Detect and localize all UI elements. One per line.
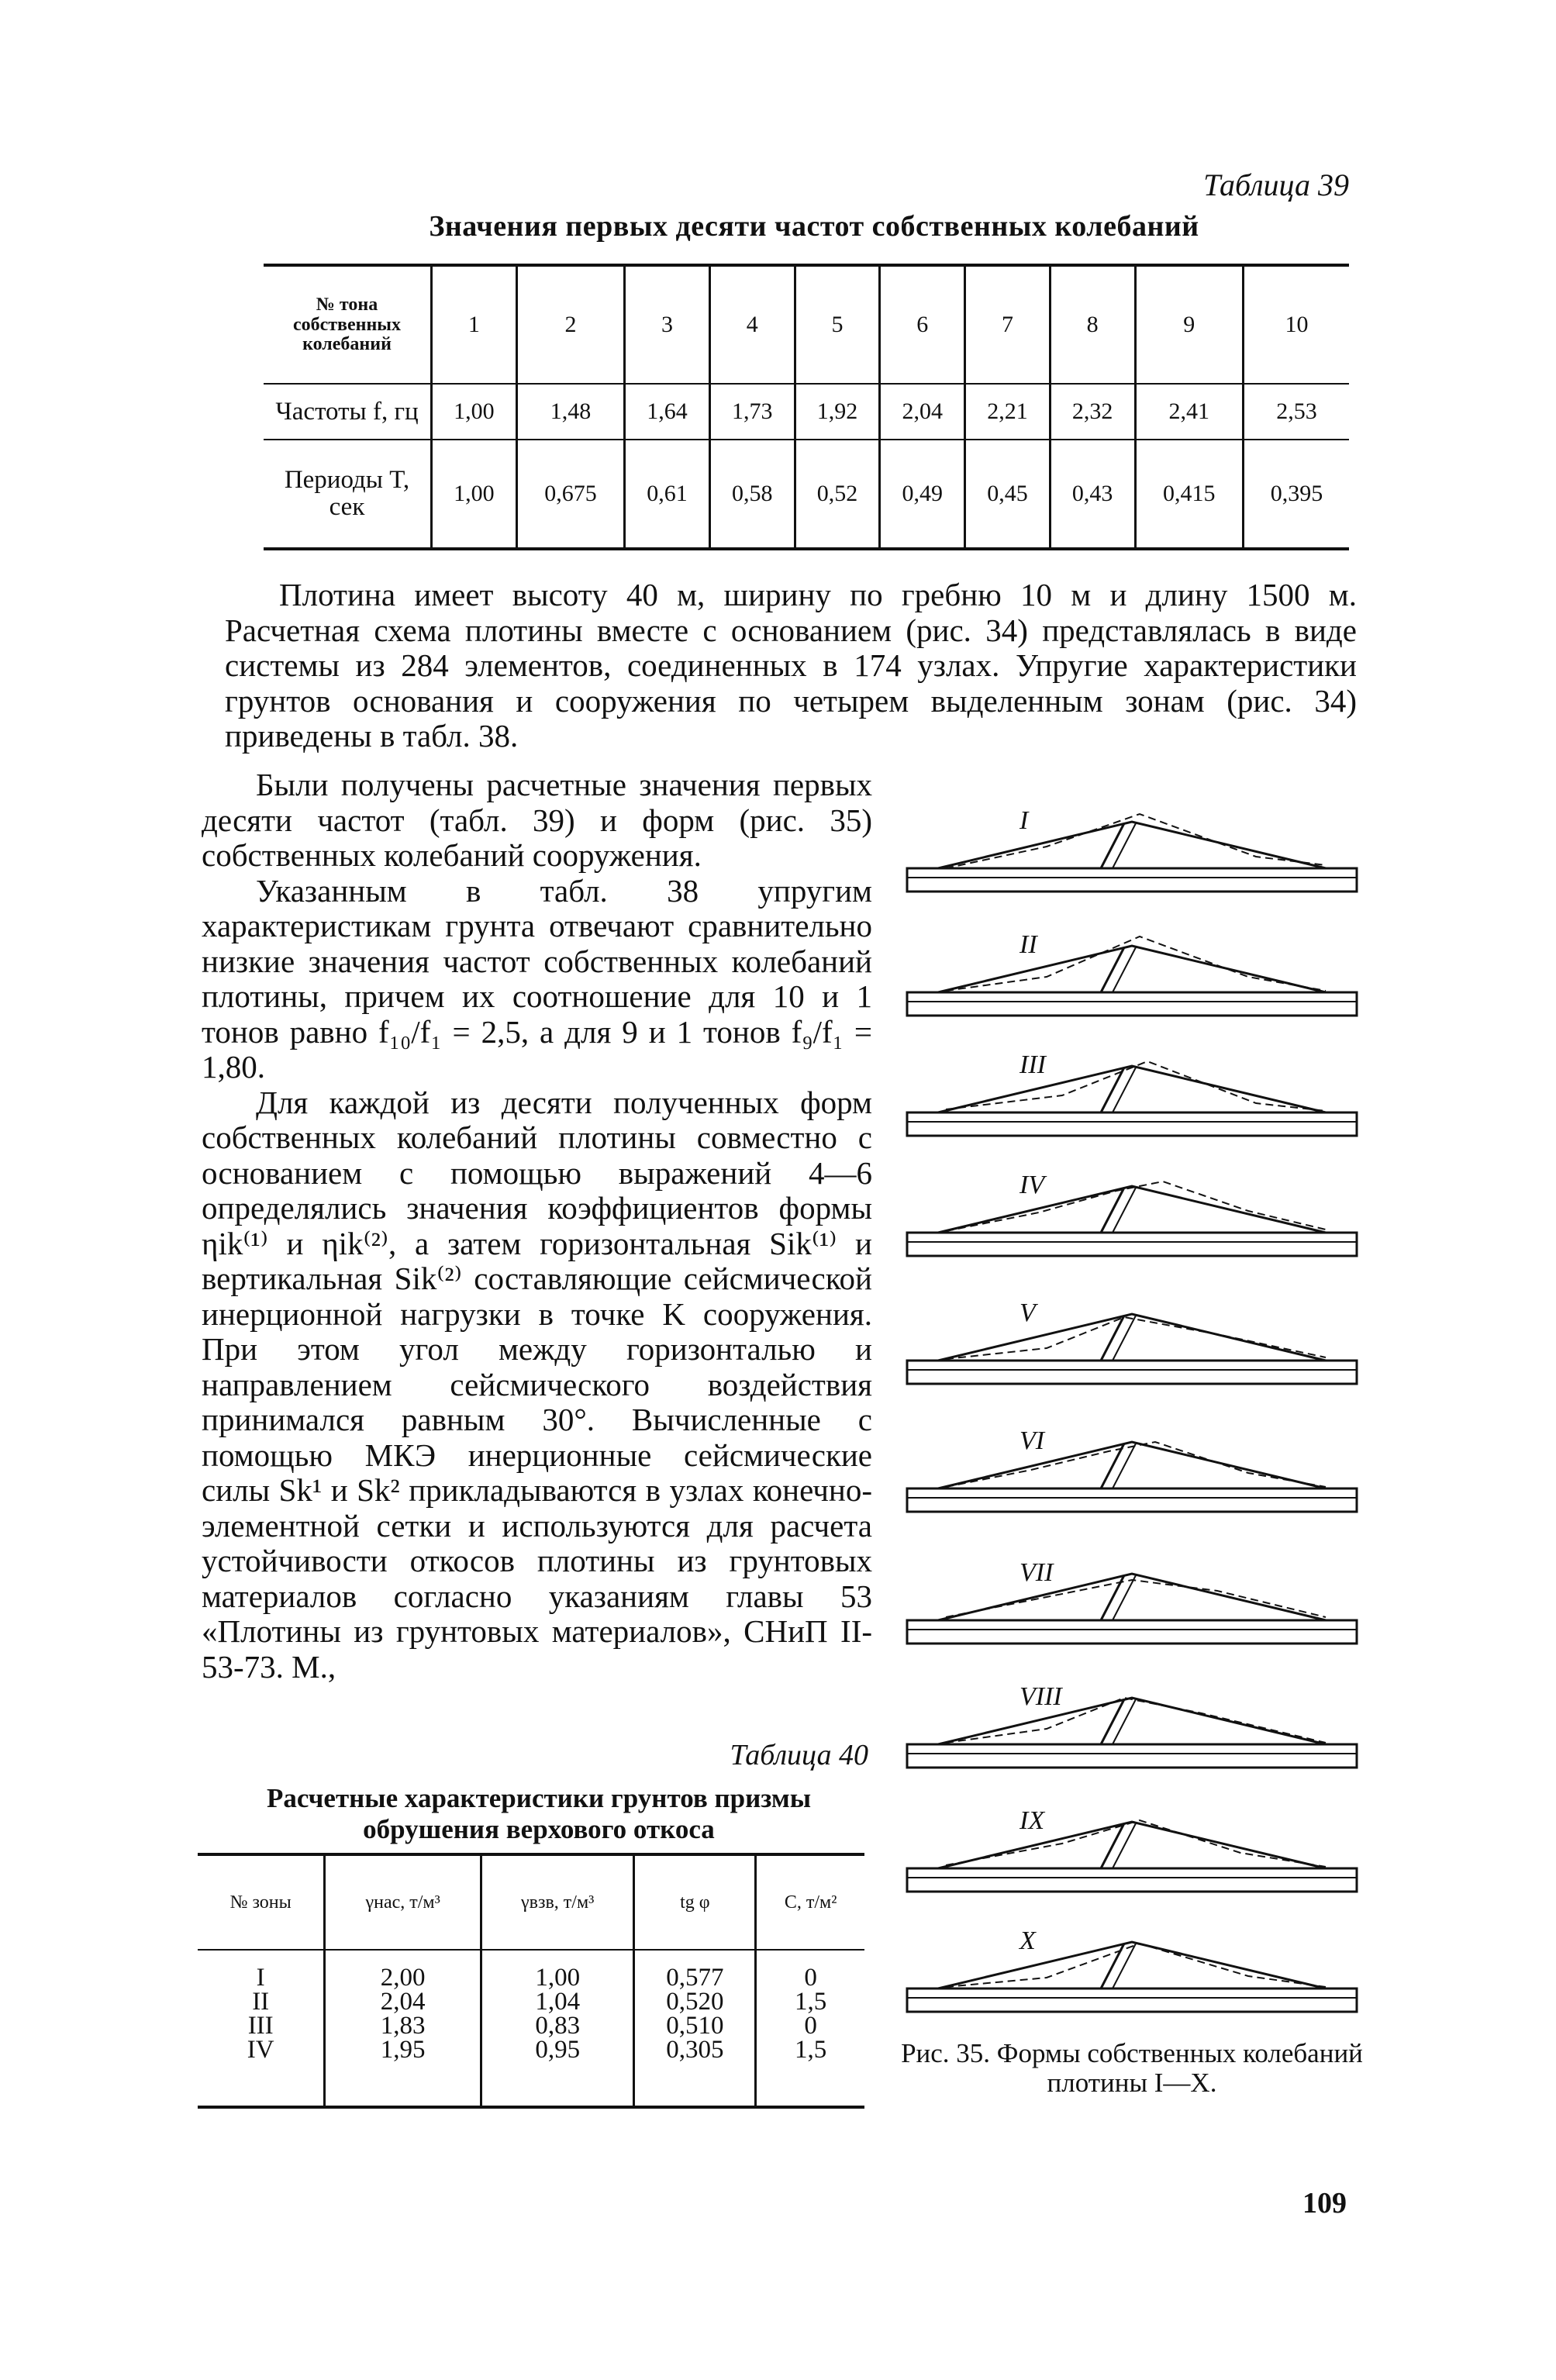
paragraph: Указанным в табл. 38 упругим характеристикам грунта отвечают сравнительно низкие значения частот собственных колебаний плотины, причем их соотношение для 10 и 1 тонов равно f₁₀/f₁ = 2,5, а для 9 и 1 тонов f₉/f₁ = 1,80.	[202, 872, 872, 1085]
figure-35-mode-shapes	[892, 791, 1372, 2101]
mode-label: II	[1020, 930, 1037, 959]
frequency-value: 1,00	[432, 384, 517, 440]
gamma-sat-column	[325, 1950, 481, 2107]
frequency-value: 2,04	[880, 384, 965, 440]
table-cell: 0,83	[535, 2012, 581, 2040]
mode-label: IV	[1020, 1171, 1045, 1199]
period-value: 1,00	[432, 440, 517, 549]
column-header: γнас, т/м³	[325, 1854, 481, 1950]
period-value: 0,58	[709, 440, 795, 549]
period-value: 0,61	[625, 440, 710, 549]
frequency-value: 1,73	[709, 384, 795, 440]
table-cell: 0,305	[666, 2036, 724, 2064]
period-value: 0,43	[1050, 440, 1135, 549]
mode-label: VIII	[1020, 1682, 1062, 1711]
frequency-value: 2,21	[965, 384, 1051, 440]
table-40-caption: Расчетные характеристики грунтов призмы обрушения верхового откоса	[266, 1783, 812, 1844]
column-header: № зоны	[198, 1854, 325, 1950]
frequency-value: 2,32	[1050, 384, 1135, 440]
table-39-caption: Значения первых десяти частот собственных колебаний	[429, 210, 1199, 243]
tone-number: 10	[1243, 265, 1349, 384]
table-cell: 0	[804, 2012, 817, 2040]
table-39-header-label: № тона собственных колебаний	[264, 265, 432, 384]
frequency-value: 1,48	[516, 384, 624, 440]
period-row-label: Периоды T, сек	[284, 466, 410, 521]
table-cell: II	[252, 1988, 270, 2016]
mode-shape-drawings	[892, 791, 1372, 2031]
frequency-value: 1,92	[795, 384, 880, 440]
tone-number: 3	[625, 265, 710, 384]
table-cell: 1,04	[535, 1988, 581, 2016]
paragraph: Плотина имеет высоту 40 м, ширину по гребню 10 м и длину 1500 м. Расчетная схема плотины вместе с основанием (рис. 34) представлялась в виде системы из 284 элементов, соединенных в 174 узлах. Упругие характеристики грунтов основания и сооружения по четырем выделенным зонам (рис. 34) приведены в табл. 38.	[225, 577, 1357, 754]
figure-35-caption: Рис. 35. Формы собственных колебаний плотины I—X.	[901, 2038, 1363, 2098]
tone-number: 5	[795, 265, 880, 384]
page-number: 109	[1302, 2187, 1347, 2220]
period-value: 0,49	[880, 440, 965, 549]
column-header: C, т/м²	[756, 1854, 864, 1950]
table-40	[198, 1853, 864, 2109]
table-cell: 2,04	[380, 1988, 426, 2016]
period-value: 0,675	[516, 440, 624, 549]
tone-number: 7	[965, 265, 1051, 384]
period-value: 0,52	[795, 440, 880, 549]
tone-number: 9	[1135, 265, 1243, 384]
zone-column	[198, 1950, 325, 2107]
tan-phi-column	[634, 1950, 756, 2107]
table-cell: 1,83	[380, 2012, 426, 2040]
tone-number: 6	[880, 265, 965, 384]
frequency-value: 2,53	[1243, 384, 1349, 440]
table-cell: 1,95	[380, 2036, 426, 2064]
mode-label: V	[1020, 1299, 1036, 1327]
paragraph: Для каждой из десяти полученных форм собственных колебаний плотины совместно с основанием с помощью выражений 4—6 определялись значения коэффициентов формы ηik⁽¹⁾ и ηik⁽²⁾, а затем горизонтальная Sik⁽¹⁾ и вертикальная Sik⁽²⁾ составляющие сейсмической инерционной нагрузки в точке K сооружения. При этом угол между горизонталью и направлением сейсмического воздействия принимался равным 30°. Вычисленные с помощью МКЭ инерционные сейсмические силы Sk¹ и Sk² прикладываются в узлах конечно-элементной сетки и используются для расчета устойчивости откосов плотины из грунтовых материалов согласно указаниям главы 53 «Плотины из грунтовых материалов», СНиП II-53-73. М.,	[202, 1084, 872, 1685]
period-value: 0,45	[965, 440, 1051, 549]
frequency-value: 2,41	[1135, 384, 1243, 440]
table-cell: 1,5	[795, 1988, 827, 2016]
tone-number: 2	[516, 265, 624, 384]
table-cell: 1,00	[535, 1964, 581, 1992]
table-cell: 0,520	[666, 1988, 724, 2016]
tone-number: 8	[1050, 265, 1135, 384]
table-40-label: Таблица 40	[730, 1739, 868, 1771]
table-cell: IV	[247, 2036, 274, 2064]
table-cell: III	[247, 2012, 274, 2040]
table-cell: I	[256, 1964, 265, 1992]
gamma-sub-column	[481, 1950, 634, 2107]
mode-label: I	[1020, 806, 1029, 835]
period-value: 0,415	[1135, 440, 1243, 549]
body-text-full-width	[225, 578, 1357, 754]
table-cell: 0,95	[535, 2036, 581, 2064]
mode-label: IX	[1020, 1806, 1045, 1835]
mode-label: III	[1020, 1050, 1046, 1079]
mode-label: VI	[1020, 1426, 1045, 1455]
table-cell: 1,5	[795, 2036, 827, 2064]
body-text-left-column	[202, 767, 872, 1685]
tone-number: 4	[709, 265, 795, 384]
mode-label: VII	[1020, 1558, 1054, 1587]
column-header: tg φ	[634, 1854, 756, 1950]
table-cell: 2,00	[380, 1964, 426, 1992]
tone-number: 1	[432, 265, 517, 384]
frequency-value: 1,64	[625, 384, 710, 440]
table-39-label: Таблица 39	[1203, 167, 1349, 202]
frequency-row-label: Частоты f, гц	[264, 384, 432, 440]
mode-label: X	[1020, 1926, 1036, 1955]
column-header: γвзв, т/м³	[481, 1854, 634, 1950]
table-cell: 0,510	[666, 2012, 724, 2040]
table-39	[264, 264, 1349, 550]
table-cell: 0	[804, 1964, 817, 1992]
cohesion-column	[756, 1950, 864, 2107]
table-cell: 0,577	[666, 1964, 724, 1992]
paragraph: Были получены расчетные значения первых десяти частот (табл. 39) и форм (рис. 35) собственных колебаний сооружения.	[202, 767, 872, 873]
period-value: 0,395	[1243, 440, 1349, 549]
